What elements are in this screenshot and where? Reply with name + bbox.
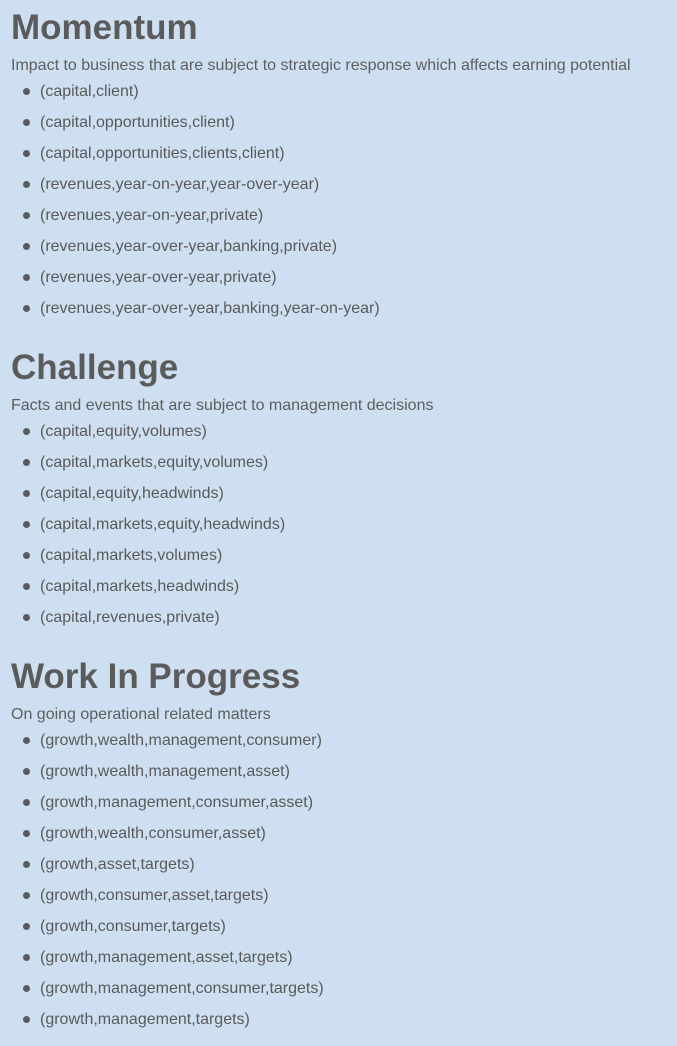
list-item bbox=[11, 200, 666, 231]
list-item bbox=[11, 293, 666, 324]
section-work-in-progress bbox=[11, 657, 666, 1035]
bullet-icon bbox=[23, 768, 30, 775]
list-item bbox=[11, 509, 666, 540]
list-item-text: (capital,markets,equity,headwinds) bbox=[40, 516, 286, 533]
list-item bbox=[11, 942, 666, 973]
bullet-icon bbox=[23, 830, 30, 837]
list-item bbox=[11, 973, 666, 1004]
list-item-text: (revenues,year-on-year,year-over-year) bbox=[40, 176, 320, 193]
list-item-text: (growth,management,consumer,asset) bbox=[40, 794, 314, 811]
bullet-icon bbox=[23, 861, 30, 868]
list-item bbox=[11, 416, 666, 447]
section-momentum bbox=[11, 8, 666, 324]
bullet-icon bbox=[23, 552, 30, 559]
list-item bbox=[11, 602, 666, 633]
section-challenge bbox=[11, 348, 666, 633]
section-description: Impact to business that are subject to strategic response which affects earning potential bbox=[11, 57, 631, 74]
section-description: Facts and events that are subject to management decisions bbox=[11, 397, 434, 414]
bullet-icon bbox=[23, 799, 30, 806]
list-item bbox=[11, 571, 666, 602]
list-item-text: (capital,revenues,private) bbox=[40, 609, 220, 626]
list-item bbox=[11, 478, 666, 509]
list-item bbox=[11, 107, 666, 138]
section-title: Work In Progress bbox=[11, 657, 301, 696]
list-item-text: (revenues,year-over-year,private) bbox=[40, 269, 277, 286]
list-item-text: (growth,consumer,targets) bbox=[40, 918, 226, 935]
list-item-text: (revenues,year-over-year,banking,year-on-year) bbox=[40, 300, 380, 317]
bullet-icon bbox=[23, 614, 30, 621]
bullet-icon bbox=[23, 923, 30, 930]
bullet-icon bbox=[23, 428, 30, 435]
bullet-icon bbox=[23, 490, 30, 497]
bullet-icon bbox=[23, 181, 30, 188]
list-item-text: (growth,management,targets) bbox=[40, 1011, 250, 1028]
list-item-text: (revenues,year-on-year,private) bbox=[40, 207, 264, 224]
list-item-text: (growth,wealth,consumer,asset) bbox=[40, 825, 266, 842]
list-item bbox=[11, 231, 666, 262]
list-item-text: (capital,markets,volumes) bbox=[40, 547, 223, 564]
list-item bbox=[11, 169, 666, 200]
list-item bbox=[11, 756, 666, 787]
list-item-text: (capital,equity,headwinds) bbox=[40, 485, 224, 502]
list-item-text: (capital,opportunities,client) bbox=[40, 114, 235, 131]
bullet-icon bbox=[23, 243, 30, 250]
list-item bbox=[11, 138, 666, 169]
list-item bbox=[11, 787, 666, 818]
bullet-icon bbox=[23, 274, 30, 281]
list-item bbox=[11, 1004, 666, 1035]
list-item-text: (growth,wealth,management,asset) bbox=[40, 763, 290, 780]
section-title: Momentum bbox=[11, 8, 198, 47]
list-item-text: (growth,wealth,management,consumer) bbox=[40, 732, 322, 749]
bullet-icon bbox=[23, 150, 30, 157]
bullet-icon bbox=[23, 583, 30, 590]
list-item-text: (growth,management,consumer,targets) bbox=[40, 980, 324, 997]
list-item bbox=[11, 911, 666, 942]
list-item-text: (capital,markets,equity,volumes) bbox=[40, 454, 269, 471]
list-item bbox=[11, 262, 666, 293]
tuple-list bbox=[11, 416, 666, 633]
bullet-icon bbox=[23, 119, 30, 126]
bullet-icon bbox=[23, 521, 30, 528]
bullet-icon bbox=[23, 892, 30, 899]
list-item-text: (capital,client) bbox=[40, 83, 139, 100]
bullet-icon bbox=[23, 954, 30, 961]
list-item-text: (capital,markets,headwinds) bbox=[40, 578, 240, 595]
list-item bbox=[11, 725, 666, 756]
list-item bbox=[11, 540, 666, 571]
bullet-icon bbox=[23, 305, 30, 312]
section-title: Challenge bbox=[11, 348, 179, 387]
list-item-text: (revenues,year-over-year,banking,private) bbox=[40, 238, 338, 255]
list-item bbox=[11, 447, 666, 478]
list-item-text: (capital,equity,volumes) bbox=[40, 423, 207, 440]
list-item-text: (capital,opportunities,clients,client) bbox=[40, 145, 285, 162]
section-description: On going operational related matters bbox=[11, 706, 271, 723]
bullet-icon bbox=[23, 1016, 30, 1023]
list-item bbox=[11, 76, 666, 107]
bullet-icon bbox=[23, 737, 30, 744]
list-item-text: (growth,consumer,asset,targets) bbox=[40, 887, 269, 904]
tuple-list bbox=[11, 76, 666, 324]
bullet-icon bbox=[23, 88, 30, 95]
list-item-text: (growth,management,asset,targets) bbox=[40, 949, 293, 966]
bullet-icon bbox=[23, 985, 30, 992]
list-item bbox=[11, 849, 666, 880]
list-item bbox=[11, 880, 666, 911]
list-item bbox=[11, 818, 666, 849]
list-item-text: (growth,asset,targets) bbox=[40, 856, 195, 873]
bullet-icon bbox=[23, 459, 30, 466]
bullet-icon bbox=[23, 212, 30, 219]
tuple-list bbox=[11, 725, 666, 1035]
